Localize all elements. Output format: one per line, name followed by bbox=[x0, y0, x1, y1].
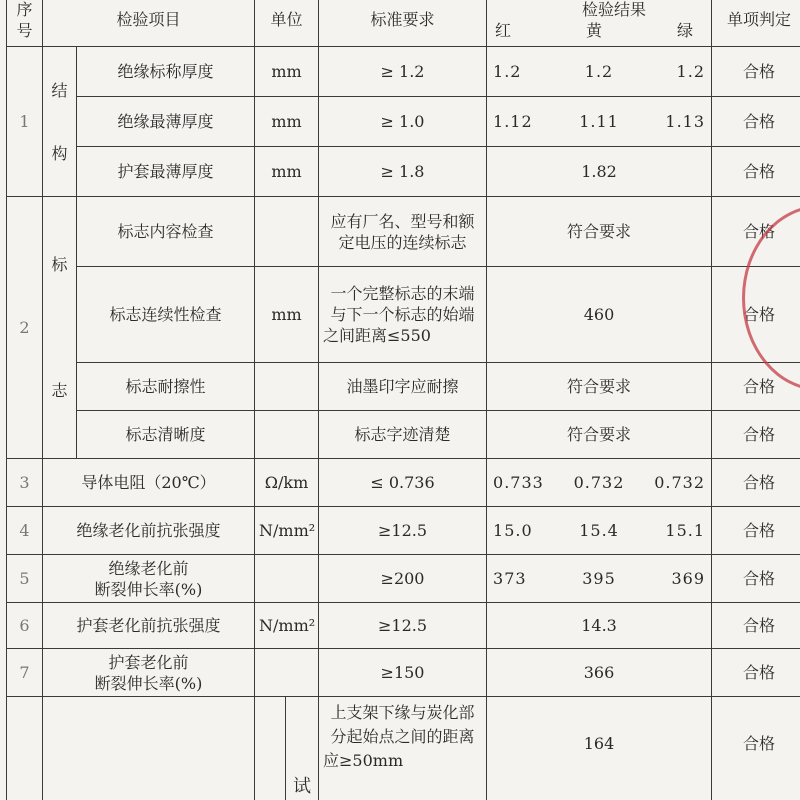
judgement: 合格 bbox=[712, 197, 800, 267]
item-name: 护套老化前 断裂伸长率(%) bbox=[43, 649, 255, 697]
result-green: 15.1 bbox=[665, 521, 706, 540]
table-row bbox=[7, 697, 800, 800]
result-values bbox=[487, 555, 712, 603]
result-red: 373 bbox=[493, 569, 527, 588]
row-no bbox=[7, 697, 43, 800]
result-yellow: 1.2 bbox=[584, 62, 614, 81]
table-row bbox=[7, 363, 800, 411]
result-green: 0.732 bbox=[654, 473, 706, 492]
requirement: ≥ 1.8 bbox=[319, 147, 487, 197]
result-yellow: 1.11 bbox=[579, 112, 619, 131]
result-green: 1.2 bbox=[676, 62, 705, 81]
item-name: 标志耐擦性 bbox=[77, 363, 255, 411]
judgement: 合格 bbox=[712, 507, 800, 555]
row-no: 7 bbox=[7, 649, 43, 697]
result-green: 1.13 bbox=[665, 112, 706, 131]
result-value: 1.82 bbox=[487, 147, 712, 197]
item-name: 标志连续性检查 bbox=[77, 267, 255, 363]
row-no: 6 bbox=[7, 603, 43, 649]
judgement: 合格 bbox=[712, 47, 800, 97]
result-values bbox=[487, 97, 712, 147]
item-name: 绝缘最薄厚度 bbox=[77, 97, 255, 147]
table-row bbox=[7, 555, 800, 603]
result-value: 符合要求 bbox=[487, 197, 712, 267]
result-values bbox=[487, 459, 712, 507]
result-values bbox=[487, 507, 712, 555]
requirement: ≥200 bbox=[319, 555, 487, 603]
row-no: 3 bbox=[7, 459, 43, 507]
table-row bbox=[7, 649, 800, 697]
header-result bbox=[487, 0, 712, 47]
judgement: 合格 bbox=[712, 697, 800, 800]
header-green: 绿 bbox=[676, 20, 693, 40]
table-row bbox=[7, 267, 800, 363]
sub-label: 试 bbox=[285, 697, 318, 800]
item-name: 导体电阻（20℃） bbox=[43, 459, 255, 507]
unit bbox=[255, 411, 319, 459]
table-row bbox=[7, 47, 800, 97]
requirement: 油墨印字应耐擦 bbox=[319, 363, 487, 411]
header-red: 红 bbox=[495, 20, 512, 40]
unit: Ω/km bbox=[255, 459, 319, 507]
judgement: 合格 bbox=[712, 97, 800, 147]
header-judgement: 单项判定 bbox=[712, 0, 800, 47]
judgement: 合格 bbox=[712, 555, 800, 603]
category-marking: 标 志 bbox=[43, 197, 77, 459]
result-value: 460 bbox=[487, 267, 712, 363]
header-unit: 单位 bbox=[255, 0, 319, 47]
unit: N/mm² bbox=[255, 603, 319, 649]
result-yellow: 0.732 bbox=[573, 473, 625, 492]
item-name: 护套老化前抗张强度 bbox=[43, 603, 255, 649]
requirement: ≤ 0.736 bbox=[319, 459, 487, 507]
category-structure: 结 构 bbox=[43, 47, 77, 197]
requirement: ≥12.5 bbox=[319, 507, 487, 555]
result-values bbox=[487, 47, 712, 97]
judgement: 合格 bbox=[712, 363, 800, 411]
item-name: 护套最薄厚度 bbox=[77, 147, 255, 197]
requirement: ≥ 1.2 bbox=[319, 47, 487, 97]
unit bbox=[255, 197, 319, 267]
unit bbox=[255, 363, 319, 411]
table-row bbox=[7, 147, 800, 197]
table-row bbox=[7, 459, 800, 507]
unit: N/mm² bbox=[255, 507, 319, 555]
result-red: 1.12 bbox=[493, 112, 533, 131]
unit: mm bbox=[255, 47, 319, 97]
table-row bbox=[7, 97, 800, 147]
result-red: 0.733 bbox=[493, 473, 544, 492]
item-name: 绝缘标称厚度 bbox=[77, 47, 255, 97]
header-yellow: 黄 bbox=[586, 20, 603, 40]
requirement: ≥150 bbox=[319, 649, 487, 697]
item-name: 绝缘老化前抗张强度 bbox=[43, 507, 255, 555]
header-no: 序号 bbox=[7, 0, 43, 47]
unit: mm bbox=[255, 267, 319, 363]
unit: mm bbox=[255, 147, 319, 197]
requirement: 标志字迹清楚 bbox=[319, 411, 487, 459]
table-row bbox=[7, 411, 800, 459]
result-value: 符合要求 bbox=[487, 363, 712, 411]
judgement: 合格 bbox=[712, 459, 800, 507]
result-yellow: 395 bbox=[582, 569, 616, 588]
requirement: ≥ 1.0 bbox=[319, 97, 487, 147]
result-yellow: 15.4 bbox=[579, 521, 619, 540]
requirement: 上支架下缘与炭化部分起始点之间的距离应≥50mm bbox=[319, 697, 487, 800]
unit bbox=[255, 555, 319, 603]
header-result-title: 检验结果 bbox=[582, 0, 647, 19]
item-name: 绝缘老化前 断裂伸长率(%) bbox=[43, 555, 255, 603]
result-value: 14.3 bbox=[487, 603, 712, 649]
result-value: 366 bbox=[487, 649, 712, 697]
requirement: 应有厂名、型号和额定电压的连续标志 bbox=[319, 197, 487, 267]
judgement: 合格 bbox=[712, 147, 800, 197]
judgement: 合格 bbox=[712, 411, 800, 459]
item-name: 标志内容检查 bbox=[77, 197, 255, 267]
header-row bbox=[7, 0, 800, 47]
item-name: 标志清晰度 bbox=[77, 411, 255, 459]
header-requirement: 标准要求 bbox=[319, 0, 487, 47]
requirement: ≥12.5 bbox=[319, 603, 487, 649]
result-green: 369 bbox=[671, 569, 705, 588]
row-no: 5 bbox=[7, 555, 43, 603]
result-red: 15.0 bbox=[493, 521, 533, 540]
judgement: 合格 bbox=[712, 603, 800, 649]
table-row bbox=[7, 507, 800, 555]
row-no: 1 bbox=[7, 47, 43, 197]
judgement: 合格 bbox=[712, 267, 800, 363]
result-red: 1.2 bbox=[493, 62, 522, 81]
item-name bbox=[43, 697, 255, 800]
header-item: 检验项目 bbox=[43, 0, 255, 47]
unit: mm bbox=[255, 97, 319, 147]
result-value: 164 bbox=[487, 697, 712, 800]
unit bbox=[255, 649, 319, 697]
inspection-table bbox=[6, 0, 800, 800]
requirement: 一个完整标志的末端与下一个标志的始端之间距离≤550 bbox=[319, 267, 487, 363]
unit bbox=[255, 697, 319, 800]
row-no: 4 bbox=[7, 507, 43, 555]
table-row bbox=[7, 197, 800, 267]
row-no: 2 bbox=[7, 197, 43, 459]
result-value: 符合要求 bbox=[487, 411, 712, 459]
table-row bbox=[7, 603, 800, 649]
judgement: 合格 bbox=[712, 649, 800, 697]
